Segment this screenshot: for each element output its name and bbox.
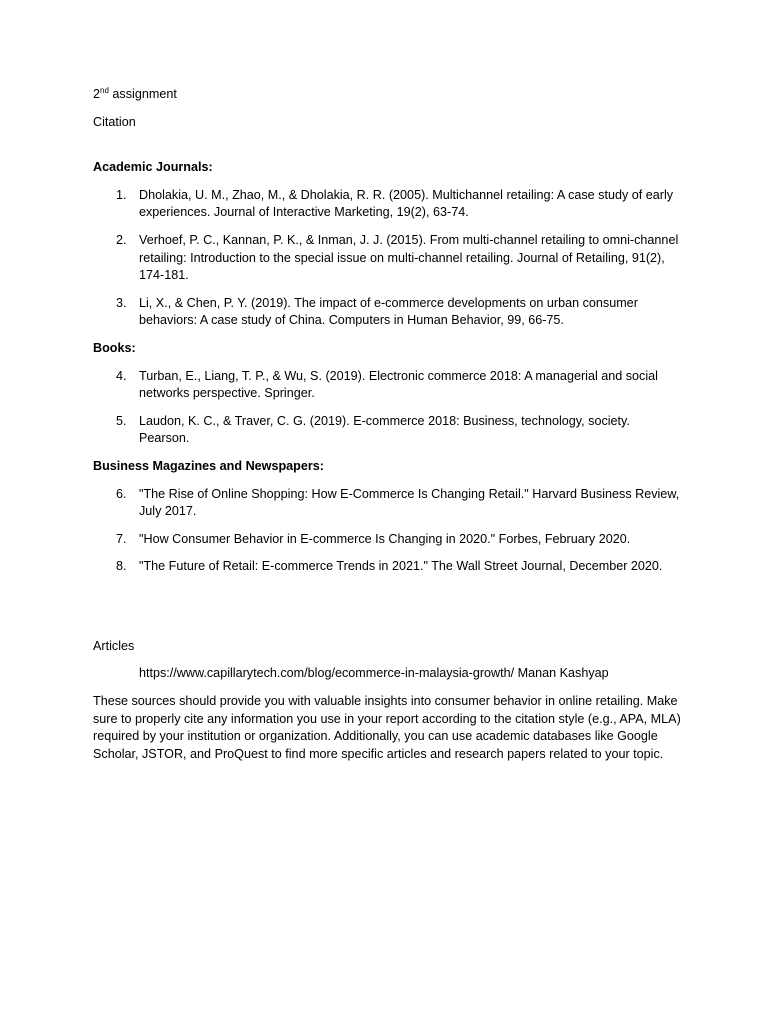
title-suffix: nd — [100, 86, 109, 95]
list-item — [93, 232, 683, 285]
reference-list-books — [93, 368, 683, 448]
list-item — [93, 558, 683, 576]
list-item-text: Li, X., & Chen, P. Y. (2019). The impact of e-commerce developments on urban consumer behaviors: A case study of China. Computers in Human Behavior, 99, 66-75. — [139, 295, 638, 328]
list-item-number: 5. — [116, 413, 127, 428]
list-item-number: 6. — [116, 486, 127, 501]
list-item — [93, 295, 683, 330]
list-item-text: "The Future of Retail: E-commerce Trends in 2021." The Wall Street Journal, December 2020. — [139, 559, 663, 574]
closing-paragraph: These sources should provide you with valuable insights into consumer behavior in online retailing. Make sure to properly cite any information you use in your report according to the citation style (e.g., APA, MLA) required by your institution or organization. Additionally, you can use academic databases like Google Scholar, JSTOR, and ProQuest to find more specific articles and research papers related to your topic. — [93, 694, 681, 761]
document-subtitle: Citation — [93, 114, 136, 129]
list-item-number: 4. — [116, 368, 127, 383]
list-item-number: 8. — [116, 559, 127, 574]
list-item-text: "How Consumer Behavior in E-commerce Is Changing in 2020." Forbes, February 2020. — [139, 531, 631, 546]
list-item-text: Dholakia, U. M., Zhao, M., & Dholakia, R. R. (2005). Multichannel retailing: A case study of early experiences. Journal of Interactive Marketing, 19(2), 63-74. — [139, 187, 674, 220]
articles-heading: Articles — [93, 638, 135, 653]
section-heading-journals: Academic Journals: — [93, 160, 213, 175]
list-item-number: 1. — [116, 187, 127, 202]
list-item — [93, 486, 683, 521]
title-number: 2 — [93, 87, 101, 101]
list-item-text: "The Rise of Online Shopping: How E-Commerce Is Changing Retail." Harvard Business Review, July 2017. — [139, 486, 680, 519]
list-item-text: Laudon, K. C., & Traver, C. G. (2019). E-commerce 2018: Business, technology, society. Pearson. — [139, 413, 630, 446]
reference-list-magazines — [93, 486, 683, 576]
list-item-text: Turban, E., Liang, T. P., & Wu, S. (2019). Electronic commerce 2018: A managerial and social networks perspective. Springer. — [139, 368, 658, 401]
list-item-number: 3. — [116, 295, 127, 310]
document-title — [93, 86, 683, 104]
blank-lines — [93, 586, 683, 638]
list-item-text: Verhoef, P. C., Kannan, P. K., & Inman, J. J. (2015). From multi-channel retailing to omni-channel retailing: Introduction to the special issue on multi-channel retailing. Journal of Retailing, 91(2), 174-181. — [139, 232, 679, 283]
reference-list-journals — [93, 187, 683, 330]
blank-line — [93, 141, 683, 159]
list-item — [93, 413, 683, 448]
list-item — [93, 368, 683, 403]
list-item — [93, 531, 683, 549]
list-item — [93, 187, 683, 222]
article-link[interactable]: https://www.capillarytech.com/blog/ecommerce-in-malaysia-growth/ Manan Kashyap — [139, 666, 609, 681]
document-page — [93, 86, 683, 773]
title-rest: assignment — [108, 87, 177, 101]
section-heading-books: Books: — [93, 340, 136, 355]
section-heading-magazines: Business Magazines and Newspapers: — [93, 458, 324, 473]
list-item-number: 2. — [116, 232, 127, 247]
list-item-number: 7. — [116, 531, 127, 546]
